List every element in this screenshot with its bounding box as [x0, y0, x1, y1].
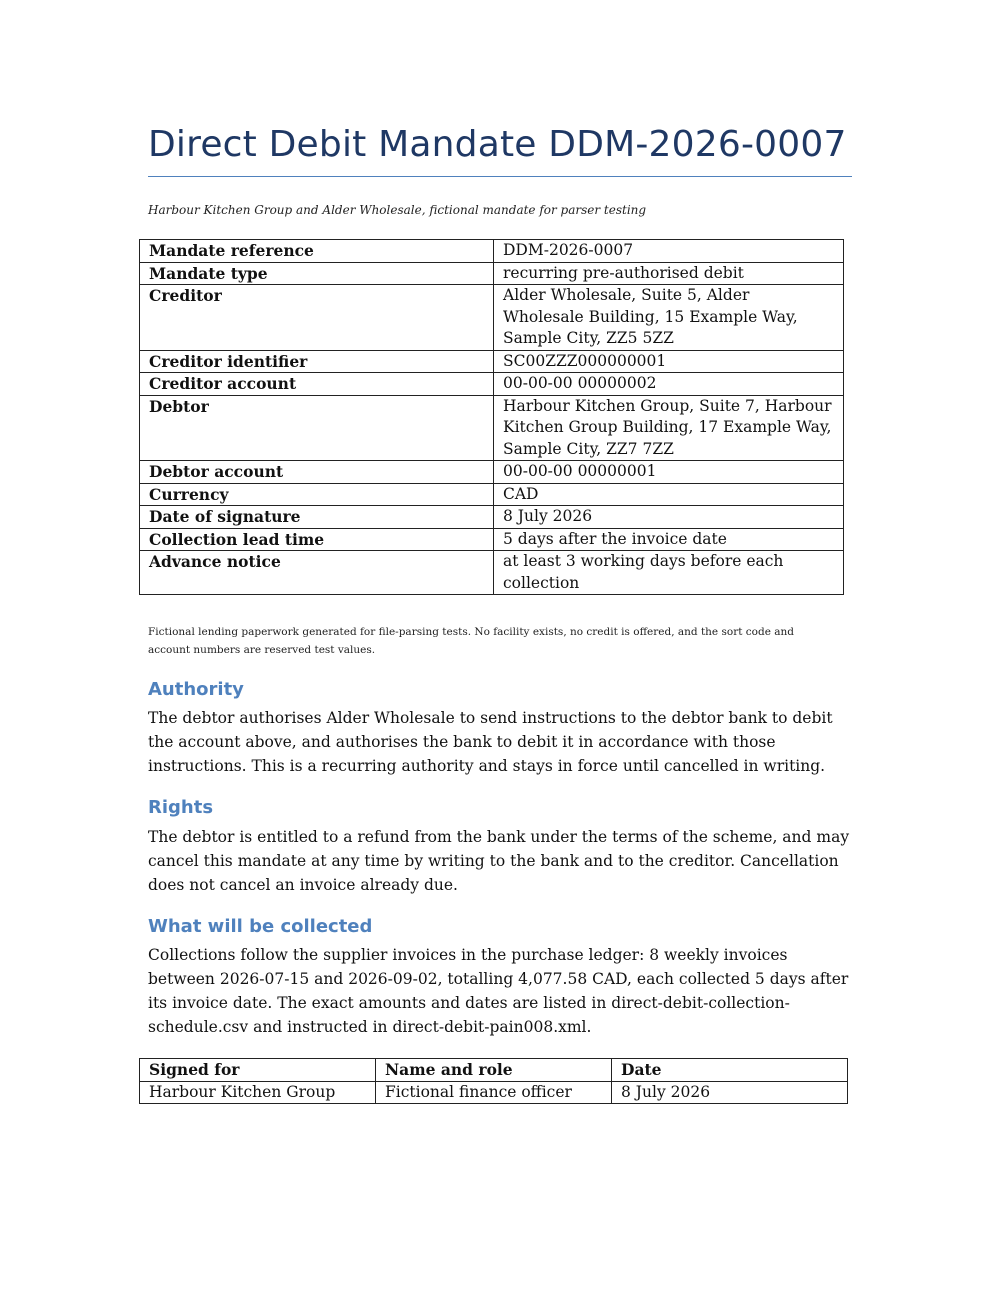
- row-label: Advance notice: [140, 551, 494, 595]
- column-header: Name and role: [376, 1059, 612, 1082]
- section-body-collected: Collections follow the supplier invoices in the purchase ledger: 8 weekly invoices between 2026-07-15 and 2026-09-02, totalling 4,077.58 CAD, each collected 5 days after its invoice date. The exact amounts and dates are listed in direct-debit-collection-schedule.csv and instructed in direct-debit-pain008.xml.: [148, 946, 849, 1036]
- row-label: Debtor: [140, 395, 494, 461]
- name-role-cell: Fictional finance officer: [376, 1081, 612, 1104]
- table-header-row: [140, 1059, 848, 1082]
- row-label: Mandate type: [140, 262, 494, 285]
- row-value: Harbour Kitchen Group, Suite 7, Harbour Kitchen Group Building, 17 Example Way, Sample City, ZZ7 7ZZ: [494, 395, 844, 461]
- mandate-details-table: [139, 239, 844, 595]
- section-heading-rights: Rights: [148, 797, 214, 818]
- page-title: Direct Debit Mandate DDM-2026-0007: [148, 124, 847, 165]
- section-heading-collected: What will be collected: [148, 916, 373, 937]
- table-row: [140, 262, 844, 285]
- row-label: Date of signature: [140, 506, 494, 529]
- date-cell: 8 July 2026: [612, 1081, 848, 1104]
- table-row: [140, 461, 844, 484]
- row-value: Alder Wholesale, Suite 5, Alder Wholesale Building, 15 Example Way, Sample City, ZZ5 5ZZ: [494, 285, 844, 351]
- row-label: Creditor identifier: [140, 350, 494, 373]
- column-header: Date: [612, 1059, 848, 1082]
- table-row: [140, 1081, 848, 1104]
- table-row: [140, 506, 844, 529]
- section-heading-authority: Authority: [148, 679, 244, 700]
- table-row: [140, 551, 844, 595]
- row-value: 5 days after the invoice date: [494, 528, 844, 551]
- row-value: 00-00-00 00000002: [494, 373, 844, 396]
- table-row: [140, 285, 844, 351]
- section-body-authority: The debtor authorises Alder Wholesale to send instructions to the debtor bank to debit the account above, and authorises the bank to debit it in accordance with those instructions. This is a recurring authority and stays in force until cancelled in writing.: [148, 709, 833, 775]
- table-row: [140, 395, 844, 461]
- row-label: Debtor account: [140, 461, 494, 484]
- subtitle: Harbour Kitchen Group and Alder Wholesale, fictional mandate for parser testing: [148, 203, 647, 217]
- column-header: Signed for: [140, 1059, 376, 1082]
- row-label: Mandate reference: [140, 240, 494, 263]
- table-row: [140, 240, 844, 263]
- row-label: Currency: [140, 483, 494, 506]
- row-value: recurring pre-authorised debit: [494, 262, 844, 285]
- section-body-rights: The debtor is entitled to a refund from the bank under the terms of the scheme, and may cancel this mandate at any time by writing to the bank and to the creditor. Cancellation does not cancel an invoice already due.: [148, 828, 850, 894]
- row-value: SC00ZZZ000000001: [494, 350, 844, 373]
- row-value: DDM-2026-0007: [494, 240, 844, 263]
- row-label: Creditor account: [140, 373, 494, 396]
- row-label: Creditor: [140, 285, 494, 351]
- signed-for-cell: Harbour Kitchen Group: [140, 1081, 376, 1104]
- row-value: 00-00-00 00000001: [494, 461, 844, 484]
- row-value: CAD: [494, 483, 844, 506]
- table-row: [140, 483, 844, 506]
- row-value: at least 3 working days before each collection: [494, 551, 844, 595]
- table-row: [140, 373, 844, 396]
- row-label: Collection lead time: [140, 528, 494, 551]
- signature-table: [139, 1058, 848, 1104]
- row-value: 8 July 2026: [494, 506, 844, 529]
- disclaimer-note: Fictional lending paperwork generated for file-parsing tests. No facility exists, no credit is offered, and the sort code and account numbers are reserved test values.: [148, 626, 794, 656]
- table-row: [140, 350, 844, 373]
- table-row: [140, 528, 844, 551]
- title-underline: [148, 176, 852, 177]
